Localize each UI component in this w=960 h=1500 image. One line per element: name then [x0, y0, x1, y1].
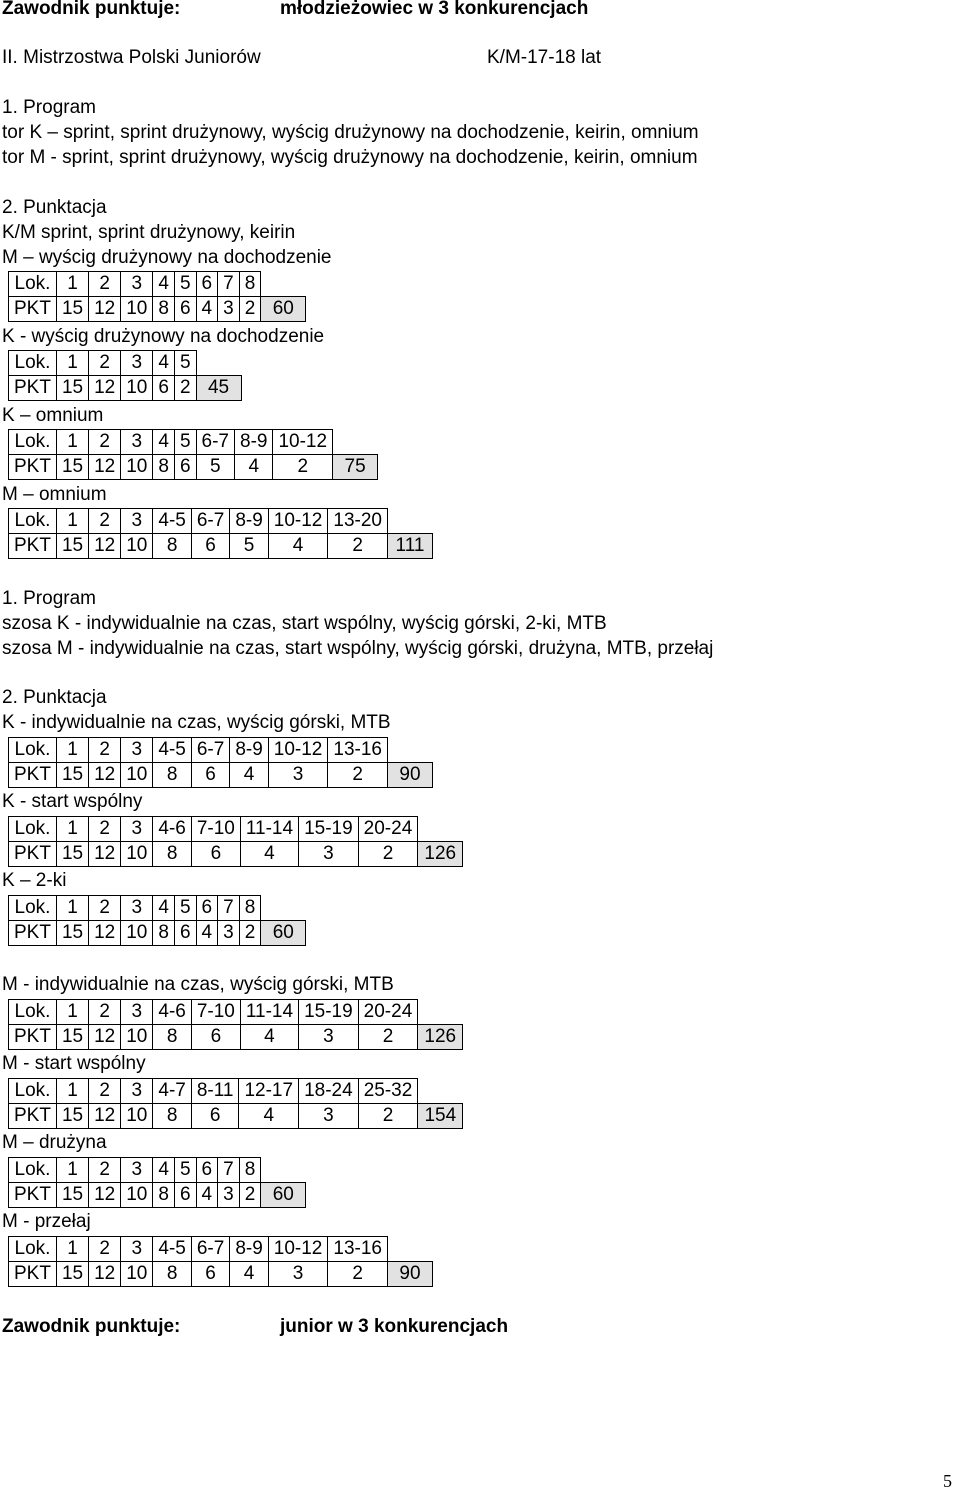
table-title: M – omnium [2, 484, 107, 505]
row-header-cell: PKT [9, 1183, 57, 1208]
table-cell: 2 [239, 1183, 261, 1208]
table-cell: 6 [196, 1158, 218, 1183]
table-cell: 6 [191, 1262, 229, 1287]
table-row-lok [9, 1000, 463, 1025]
table-cell: 12 [89, 534, 121, 559]
table-cell: 1 [56, 351, 88, 376]
table-cell: 1 [56, 896, 88, 921]
row-header-cell: PKT [9, 842, 57, 867]
table-cell: 4 [153, 272, 175, 297]
table-cell: 2 [89, 896, 121, 921]
table-cell: 13-16 [328, 738, 388, 763]
total-cell: 126 [418, 842, 463, 867]
table-cell: 8-11 [191, 1079, 239, 1104]
table-cell: 2 [174, 376, 196, 401]
table-cell: 1 [56, 817, 88, 842]
table-cell: 15 [56, 1262, 88, 1287]
table-cell: 2 [358, 842, 418, 867]
table-cell: 10 [121, 763, 153, 788]
table-cell: 6 [153, 376, 175, 401]
event-category: K/M-17-18 lat [487, 47, 602, 68]
row-header-cell: Lok. [9, 272, 57, 297]
table-cell: 10-12 [268, 738, 328, 763]
table-cell: 6 [191, 1025, 240, 1050]
table-cell: 15 [56, 1104, 88, 1129]
track-program-m: tor M - sprint, sprint drużynowy, wyścig drużynowy na dochodzenie, keirin, omnium [2, 147, 698, 168]
row-header-cell: Lok. [9, 896, 57, 921]
table-cell: 3 [268, 763, 328, 788]
table-cell: 8 [153, 455, 175, 480]
table-cell: 8 [239, 272, 261, 297]
footer-value: junior w 3 konkurencjach [280, 1316, 509, 1337]
road-scoring-title: 2. Punktacja [2, 687, 107, 708]
table-cell: 6 [196, 272, 218, 297]
row-header-cell: Lok. [9, 1158, 57, 1183]
table-title: M - przełaj [2, 1211, 91, 1232]
table-row-lok [9, 896, 306, 921]
row-header-cell: Lok. [9, 351, 57, 376]
header-value: młodzieżowiec w 3 konkurencjach [280, 0, 589, 19]
road-program-title: 1. Program [2, 588, 96, 609]
table-cell: 12 [89, 455, 121, 480]
table-cell: 2 [239, 921, 261, 946]
points-table [8, 1157, 306, 1208]
table-cell: 11-14 [240, 1000, 298, 1025]
table-cell: 7 [218, 896, 240, 921]
table-cell: 8-9 [230, 738, 268, 763]
table-cell: 4-6 [153, 817, 191, 842]
table-cell: 5 [196, 455, 234, 480]
table-cell: 2 [89, 1237, 121, 1262]
table-title: M - start wspólny [2, 1053, 146, 1074]
table-row-lok [9, 1158, 306, 1183]
table-cell: 8 [153, 1025, 191, 1050]
table-cell: 10 [121, 455, 153, 480]
table-cell: 10 [121, 1183, 153, 1208]
row-header-cell: PKT [9, 297, 57, 322]
table-cell: 8-9 [230, 1237, 268, 1262]
total-cell: 126 [418, 1025, 463, 1050]
table-cell: 12 [89, 297, 121, 322]
table-cell: 4-7 [153, 1079, 191, 1104]
table-row-pkt [9, 455, 378, 480]
table-cell: 5 [174, 1158, 196, 1183]
table-cell: 2 [328, 534, 388, 559]
table-row-lok [9, 272, 306, 297]
table-row-lok [9, 1237, 433, 1262]
table-cell: 4-5 [153, 738, 191, 763]
table-cell: 10 [121, 1025, 153, 1050]
table-cell: 8 [239, 1158, 261, 1183]
table-cell: 2 [328, 763, 388, 788]
table-cell: 6-7 [191, 738, 229, 763]
points-table [8, 508, 433, 559]
table-cell: 15 [56, 1025, 88, 1050]
table-row-pkt [9, 763, 433, 788]
row-header-cell: PKT [9, 921, 57, 946]
road-program-k: szosa K - indywidualnie na czas, start wspólny, wyścig górski, 2-ki, MTB [2, 613, 607, 634]
table-cell: 10-12 [268, 1237, 328, 1262]
table-cell: 1 [56, 430, 88, 455]
table-cell: 4 [196, 297, 218, 322]
row-header-cell: Lok. [9, 738, 57, 763]
row-header-cell: PKT [9, 1262, 57, 1287]
table-cell: 1 [56, 509, 88, 534]
table-cell: 4 [153, 1158, 175, 1183]
table-cell: 1 [56, 1158, 88, 1183]
table-cell: 4-6 [153, 1000, 191, 1025]
table-cell: 15 [56, 297, 88, 322]
table-cell: 12 [89, 1262, 121, 1287]
table-cell: 12 [89, 921, 121, 946]
table-cell: 6 [191, 763, 229, 788]
table-cell: 20-24 [358, 817, 418, 842]
track-program-k: tor K – sprint, sprint drużynowy, wyścig drużynowy na dochodzenie, keirin, omnium [2, 122, 699, 143]
header-label: Zawodnik punktuje: [2, 0, 181, 19]
road-program-m: szosa M - indywidualnie na czas, start wspólny, wyścig górski, drużyna, MTB, przełaj [2, 638, 714, 659]
table-cell: 6 [174, 455, 196, 480]
table-cell: 15 [56, 921, 88, 946]
table-row-pkt [9, 1262, 433, 1287]
table-cell: 3 [121, 896, 153, 921]
points-table [8, 737, 433, 788]
total-cell: 90 [388, 763, 433, 788]
table-cell: 3 [121, 430, 153, 455]
row-header-cell: Lok. [9, 817, 57, 842]
table-cell: 8 [153, 1104, 191, 1129]
table-cell: 8-9 [235, 430, 273, 455]
table-cell: 1 [56, 1079, 88, 1104]
table-cell: 6 [191, 1104, 239, 1129]
table-title: K - start wspólny [2, 791, 143, 812]
table-row-pkt [9, 376, 242, 401]
table-cell: 3 [299, 1025, 359, 1050]
table-cell: 15-19 [299, 1000, 359, 1025]
table-cell: 3 [121, 817, 153, 842]
table-cell: 25-32 [358, 1079, 418, 1104]
table-title: K - wyścig drużynowy na dochodzenie [2, 326, 325, 347]
table-cell: 1 [56, 1237, 88, 1262]
table-cell: 10 [121, 921, 153, 946]
table-title: K – 2-ki [2, 870, 67, 891]
table-cell: 1 [56, 1000, 88, 1025]
footer-label: Zawodnik punktuje: [2, 1316, 181, 1337]
table-cell: 3 [299, 842, 359, 867]
table-cell: 2 [89, 738, 121, 763]
table-cell: 6-7 [191, 509, 229, 534]
table-row-pkt [9, 534, 433, 559]
page-number: 5 [943, 1471, 952, 1491]
empty-cell [196, 351, 241, 376]
table-cell: 2 [89, 1000, 121, 1025]
table-cell: 4 [240, 842, 298, 867]
row-header-cell: Lok. [9, 1079, 57, 1104]
table-cell: 6 [174, 921, 196, 946]
points-table [8, 816, 463, 867]
table-cell: 7-10 [191, 1000, 240, 1025]
table-cell: 12-17 [239, 1079, 299, 1104]
table-row-lok [9, 430, 378, 455]
table-cell: 12 [89, 1183, 121, 1208]
table-cell: 6-7 [196, 430, 234, 455]
table-cell: 1 [56, 272, 88, 297]
table-cell: 12 [89, 376, 121, 401]
table-cell: 2 [328, 1262, 388, 1287]
empty-cell [333, 430, 378, 455]
empty-cell [261, 1158, 306, 1183]
table-cell: 10 [121, 376, 153, 401]
table-cell: 10 [121, 534, 153, 559]
table-title: K – omnium [2, 405, 104, 426]
table-cell: 2 [358, 1025, 418, 1050]
table-row-pkt [9, 1104, 463, 1129]
table-cell: 6 [174, 297, 196, 322]
table-row-pkt [9, 842, 463, 867]
table-cell: 8 [153, 842, 191, 867]
table-cell: 15 [56, 763, 88, 788]
table-cell: 3 [121, 272, 153, 297]
table-cell: 5 [174, 272, 196, 297]
table-cell: 12 [89, 1025, 121, 1050]
empty-cell [261, 272, 306, 297]
track-program-title: 1. Program [2, 97, 96, 118]
table-cell: 10-12 [268, 509, 328, 534]
table-cell: 3 [218, 921, 240, 946]
table-cell: 2 [273, 455, 333, 480]
total-cell: 60 [261, 1183, 306, 1208]
table-row-pkt [9, 921, 306, 946]
table-cell: 8 [153, 534, 191, 559]
table-cell: 15-19 [299, 817, 359, 842]
table-cell: 7 [218, 1158, 240, 1183]
table-cell: 3 [121, 1000, 153, 1025]
table-cell: 8 [153, 1183, 175, 1208]
table-cell: 3 [121, 1158, 153, 1183]
table-cell: 4 [196, 1183, 218, 1208]
table-title: K - indywidualnie na czas, wyścig górski, MTB [2, 712, 391, 733]
row-header-cell: Lok. [9, 1000, 57, 1025]
total-cell: 90 [388, 1262, 433, 1287]
table-cell: 4-5 [153, 509, 191, 534]
table-cell: 5 [174, 351, 196, 376]
table-cell: 8 [239, 896, 261, 921]
table-cell: 13-16 [328, 1237, 388, 1262]
table-cell: 12 [89, 842, 121, 867]
table-title: M - indywidualnie na czas, wyścig górski, MTB [2, 974, 394, 995]
table-cell: 20-24 [358, 1000, 418, 1025]
empty-cell [261, 896, 306, 921]
table-cell: 5 [230, 534, 268, 559]
table-cell: 2 [358, 1104, 418, 1129]
table-cell: 4 [235, 455, 273, 480]
table-row-pkt [9, 297, 306, 322]
table-row-pkt [9, 1025, 463, 1050]
table-cell: 15 [56, 534, 88, 559]
table-cell: 15 [56, 1183, 88, 1208]
points-table [8, 999, 463, 1050]
table-cell: 5 [174, 430, 196, 455]
table-cell: 1 [56, 738, 88, 763]
row-header-cell: PKT [9, 534, 57, 559]
table-cell: 8 [153, 921, 175, 946]
total-cell: 154 [418, 1104, 463, 1129]
empty-cell [388, 1237, 433, 1262]
table-row-lok [9, 509, 433, 534]
table-cell: 2 [89, 817, 121, 842]
total-cell: 45 [196, 376, 241, 401]
table-cell: 2 [89, 509, 121, 534]
points-table [8, 1078, 463, 1129]
points-table [8, 1236, 433, 1287]
table-cell: 2 [89, 430, 121, 455]
table-cell: 10 [121, 842, 153, 867]
table-cell: 15 [56, 842, 88, 867]
table-cell: 4 [239, 1104, 299, 1129]
empty-cell [388, 509, 433, 534]
row-header-cell: PKT [9, 1025, 57, 1050]
table-cell: 3 [121, 1079, 153, 1104]
points-table [8, 271, 306, 322]
table-row-lok [9, 738, 433, 763]
points-table [8, 895, 306, 946]
empty-cell [388, 738, 433, 763]
empty-cell [418, 1000, 463, 1025]
table-title: M – wyścig drużynowy na dochodzenie [2, 247, 332, 268]
table-cell: 2 [89, 1079, 121, 1104]
table-cell: 12 [89, 1104, 121, 1129]
table-cell: 6 [196, 896, 218, 921]
table-cell: 12 [89, 763, 121, 788]
table-cell: 3 [218, 297, 240, 322]
table-cell: 3 [268, 1262, 328, 1287]
table-cell: 4 [153, 896, 175, 921]
table-row-pkt [9, 1183, 306, 1208]
table-cell: 4 [153, 430, 175, 455]
table-cell: 6 [191, 534, 229, 559]
table-cell: 5 [174, 896, 196, 921]
table-row-lok [9, 1079, 463, 1104]
table-cell: 18-24 [299, 1079, 359, 1104]
table-cell: 10 [121, 1262, 153, 1287]
table-cell: 8 [153, 763, 191, 788]
empty-cell [418, 817, 463, 842]
table-cell: 10-12 [273, 430, 333, 455]
empty-cell [418, 1079, 463, 1104]
table-cell: 7-10 [191, 817, 240, 842]
table-cell: 2 [239, 297, 261, 322]
row-header-cell: PKT [9, 455, 57, 480]
track-scoring-sub: K/M sprint, sprint drużynowy, keirin [2, 222, 296, 243]
table-cell: 15 [56, 455, 88, 480]
table-cell: 8-9 [230, 509, 268, 534]
row-header-cell: PKT [9, 763, 57, 788]
points-table [8, 429, 378, 480]
table-cell: 4 [196, 921, 218, 946]
table-cell: 10 [121, 297, 153, 322]
row-header-cell: PKT [9, 1104, 57, 1129]
table-cell: 11-14 [240, 817, 298, 842]
table-cell: 4 [240, 1025, 298, 1050]
total-cell: 60 [261, 921, 306, 946]
points-table [8, 350, 242, 401]
table-cell: 4 [268, 534, 328, 559]
table-cell: 3 [121, 509, 153, 534]
table-cell: 4-5 [153, 1237, 191, 1262]
table-cell: 6-7 [191, 1237, 229, 1262]
table-cell: 3 [121, 351, 153, 376]
total-cell: 75 [333, 455, 378, 480]
table-cell: 10 [121, 1104, 153, 1129]
table-cell: 3 [218, 1183, 240, 1208]
table-cell: 7 [218, 272, 240, 297]
table-title: M – drużyna [2, 1132, 107, 1153]
table-cell: 4 [230, 1262, 268, 1287]
table-row-lok [9, 351, 242, 376]
table-cell: 4 [230, 763, 268, 788]
table-cell: 3 [299, 1104, 359, 1129]
table-cell: 2 [89, 1158, 121, 1183]
table-cell: 2 [89, 351, 121, 376]
table-cell: 8 [153, 297, 175, 322]
total-cell: 60 [261, 297, 306, 322]
table-cell: 15 [56, 376, 88, 401]
row-header-cell: PKT [9, 376, 57, 401]
table-cell: 3 [121, 1237, 153, 1262]
table-cell: 6 [174, 1183, 196, 1208]
table-cell: 2 [89, 272, 121, 297]
track-scoring-title: 2. Punktacja [2, 197, 107, 218]
total-cell: 111 [388, 534, 433, 559]
table-cell: 6 [191, 842, 240, 867]
table-cell: 8 [153, 1262, 191, 1287]
table-cell: 4 [153, 351, 175, 376]
table-cell: 3 [121, 738, 153, 763]
row-header-cell: Lok. [9, 430, 57, 455]
event-title: II. Mistrzostwa Polski Juniorów [2, 47, 261, 68]
table-cell: 13-20 [328, 509, 388, 534]
table-row-lok [9, 817, 463, 842]
row-header-cell: Lok. [9, 509, 57, 534]
row-header-cell: Lok. [9, 1237, 57, 1262]
